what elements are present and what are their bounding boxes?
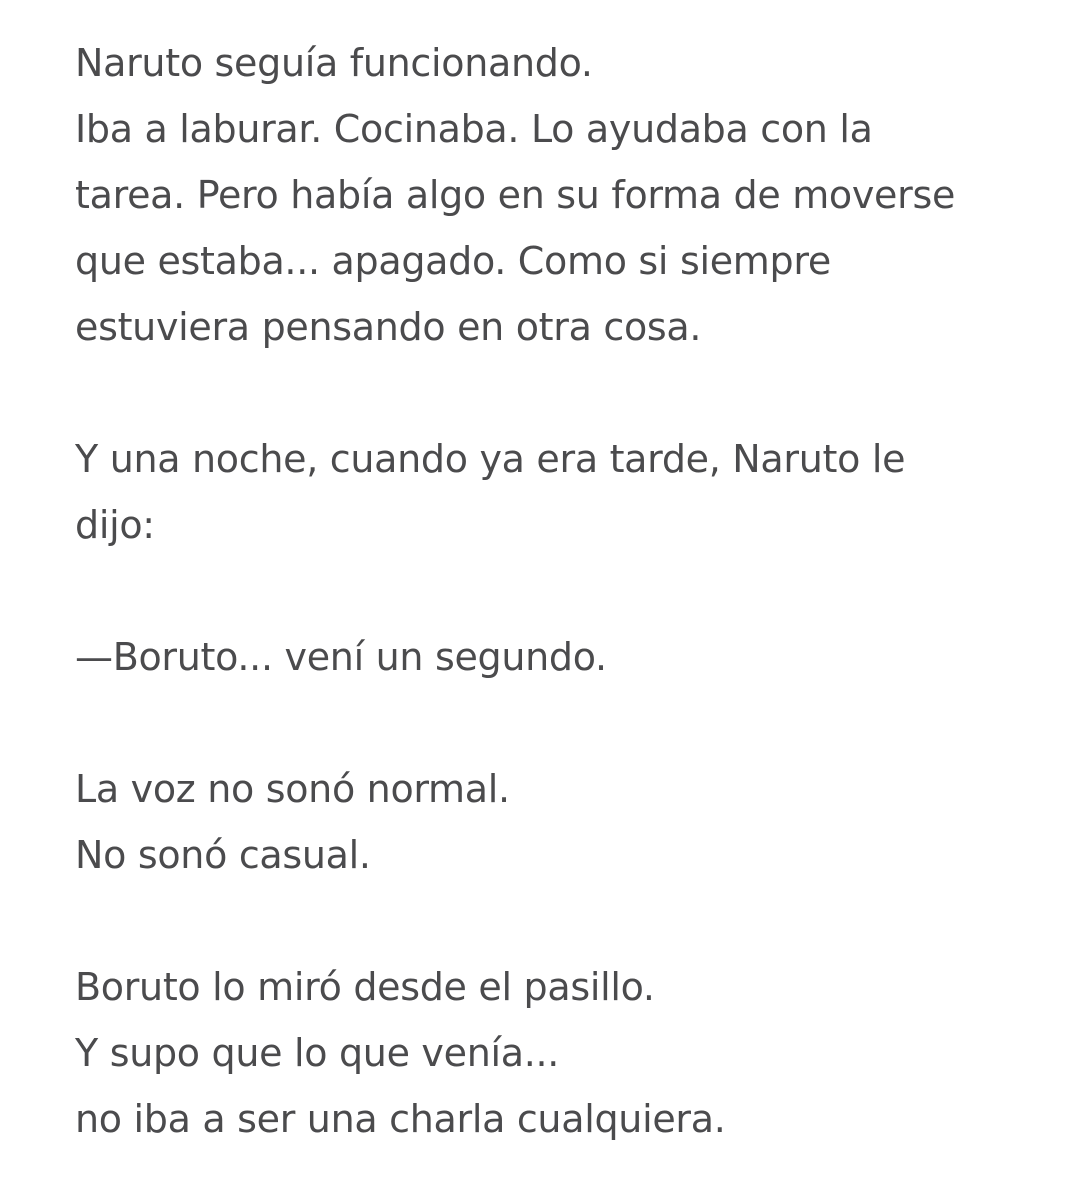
story-line: no iba a ser una charla cualquiera. xyxy=(75,1097,726,1141)
story-paragraph-3 xyxy=(75,624,1051,690)
story-line: que estaba... apagado. Como si siempre xyxy=(75,239,831,283)
story-line: Boruto lo miró desde el pasillo. xyxy=(75,965,655,1009)
story-line: estuviera pensando en otra cosa. xyxy=(75,305,702,349)
story-line: dijo: xyxy=(75,503,155,547)
story-text-block xyxy=(75,30,1051,1152)
story-paragraph-2 xyxy=(75,426,1051,558)
story-line: Y una noche, cuando ya era tarde, Naruto le xyxy=(75,437,906,481)
story-line: No sonó casual. xyxy=(75,833,371,877)
story-line: tarea. Pero había algo en su forma de moverse xyxy=(75,173,956,217)
story-line: Naruto seguía funcionando. xyxy=(75,41,593,85)
story-line: La voz no sonó normal. xyxy=(75,767,510,811)
story-paragraph-4 xyxy=(75,756,1051,888)
story-line: Iba a laburar. Cocinaba. Lo ayudaba con la xyxy=(75,107,873,151)
story-paragraph-5 xyxy=(75,954,1051,1152)
story-line: Y supo que lo que venía... xyxy=(75,1031,560,1075)
story-line-dialogue: —Boruto... vení un segundo. xyxy=(75,635,607,679)
story-paragraph-1 xyxy=(75,30,1051,360)
